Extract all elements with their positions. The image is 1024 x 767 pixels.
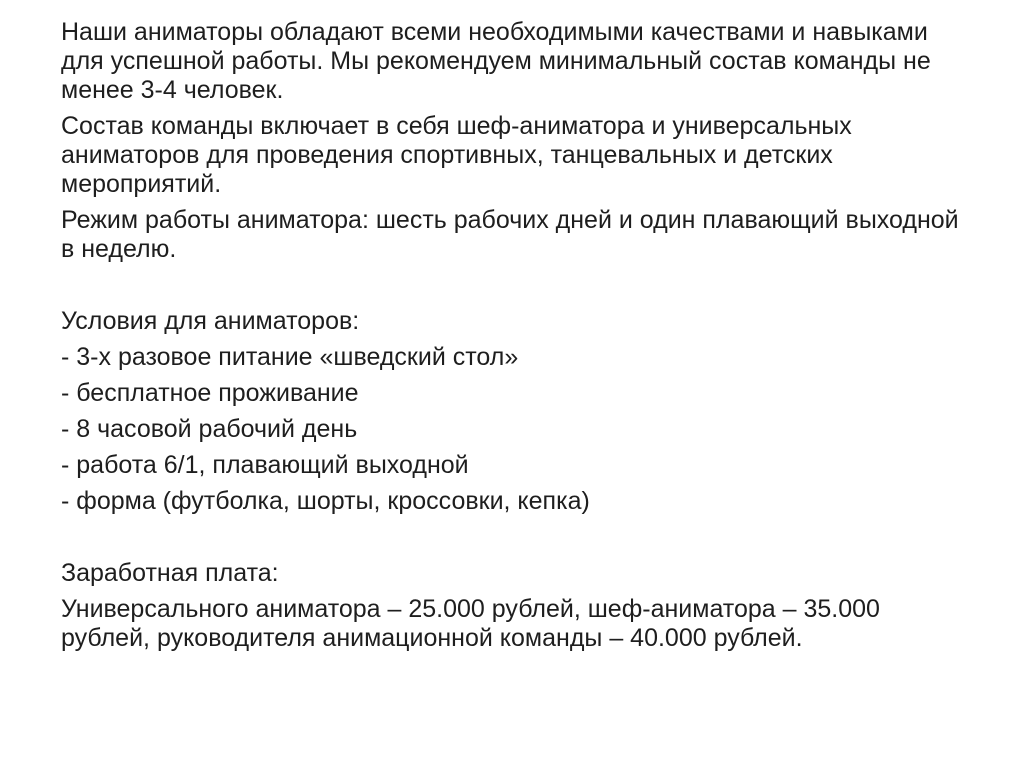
conditions-heading: Условия для аниматоров: [61,307,360,335]
conditions-item-uniform: - форма (футболка, шорты, кроссовки, кепка) [61,487,590,515]
blank-line [61,271,961,300]
salary-text: Универсального аниматора – 25.000 рублей, шеф-аниматора – 35.000 рублей, руководителя анимационной команды – 40.000 рублей. [61,595,880,652]
slide-body [61,18,961,660]
salary-heading: Заработная плата: [61,559,279,587]
blank-line [61,523,961,552]
intro-paragraph-1: Наши аниматоры обладают всеми необходимыми качествами и навыками для успешной работы. Мы рекомендуем минимальный состав команды не менее 3-4 человек. [61,18,931,104]
conditions-item-schedule: - работа 6/1, плавающий выходной [61,451,469,479]
intro-paragraph-3: Режим работы аниматора: шесть рабочих дней и один плавающий выходной в неделю. [61,206,959,263]
conditions-item-workday: - 8 часовой рабочий день [61,415,358,443]
conditions-item-meals: - 3-х разовое питание «шведский стол» [61,343,519,371]
conditions-list [61,343,961,516]
intro-paragraph-2: Состав команды включает в себя шеф-аниматора и универсальных аниматоров для проведения спортивных, танцевальных и детских мероприятий. [61,112,852,198]
conditions-item-housing: - бесплатное проживание [61,379,359,407]
